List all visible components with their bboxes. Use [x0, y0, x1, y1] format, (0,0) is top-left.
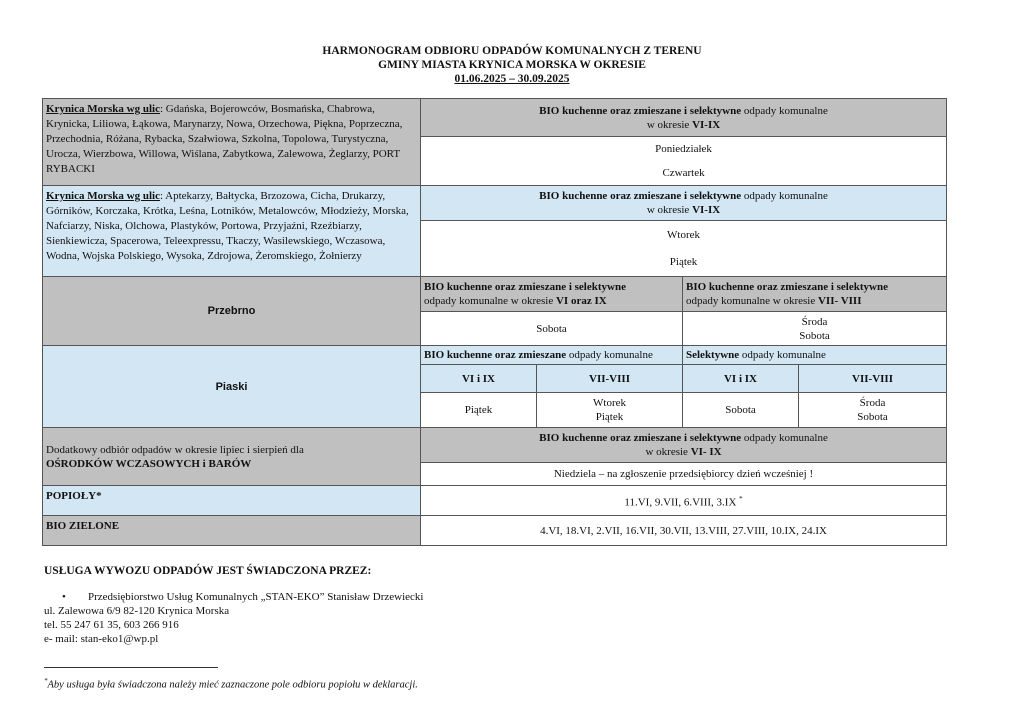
document-header — [0, 44, 1024, 86]
schedule-table — [42, 98, 947, 546]
day-cell: Czwartek — [421, 161, 947, 186]
company-line — [44, 590, 423, 604]
green-waste-label-cell: BIO ZIELONE — [43, 516, 421, 546]
area-label: Krynica Morska wg ulic — [46, 103, 160, 115]
green-waste-dates-cell: 4.VI, 18.VI, 2.VII, 16.VII, 30.VII, 13.VIII, 27.VIII, 10.IX, 24.IX — [421, 516, 947, 546]
day-cell: Poniedziałek — [421, 137, 947, 161]
contact-block — [44, 590, 423, 646]
day-cell: Środa Sobota — [683, 312, 947, 346]
streets-cell-krynica-2 — [43, 186, 421, 277]
footnote: *Aby usługa była świadczona należy mieć zaznaczone pole odbioru popiołu w deklaracji. — [44, 677, 418, 691]
day-cell: Sobota — [421, 312, 683, 346]
footnote-divider — [44, 667, 218, 668]
waste-type-cell: BIO kuchenne oraz zmieszane odpady komunalne — [421, 346, 683, 365]
streets-list: : Gdańska, Bojerowców, Bosmańska, Chabrowa, Krynicka, Liliowa, Łąkowa, Marynarzy, Nowa, Orzechowa, Piękna, Poprzeczna, Przechodnia, Różana, Rybacka, Szałwiowa, Szkolna, Topolowa, Turystyczna, Urocza, Wierzbowa, Willowa, Wiślana, Zabytkowa, Zalewowa, Żeglarzy, PORT RYBACKI — [46, 103, 403, 175]
waste-type-cell: Selektywne odpady komunalne — [683, 346, 947, 365]
ash-dates-cell: 11.VI, 9.VII, 6.VIII, 3.IX * — [421, 486, 947, 516]
table-row — [43, 277, 947, 312]
service-title: USŁUGA WYWOZU ODPADÓW JEST ŚWIADCZONA PRZEZ: — [44, 565, 372, 577]
day-cell: Środa Sobota — [799, 393, 947, 428]
period-header: VII-VIII — [799, 365, 947, 393]
company-name: Przedsiębiorstwo Usług Komunalnych „STAN-EKO” Stanisław Drzewiecki — [88, 591, 424, 603]
streets-list: : Aptekarzy, Bałtycka, Brzozowa, Cicha, Drukarzy, Górników, Korczaka, Krótka, Leśna, Lotników, Metalowców, Młodzieży, Morska, Nafciarzy, Niska, Olchowa, Plastyków, Portowa, Przyjaźni, Rzeźbiarzy, Sienkiewicza, Spacerowa, Teleexpressu, Tkaczy, Wasilewskiego, Wczasowa, Wodna, Wojska Polskiego, Wysoka, Zdrojowa, Żeromskiego, Żołnierzy — [46, 190, 409, 262]
ash-label-cell: POPIOŁY* — [43, 486, 421, 516]
day-cell: Sobota — [683, 393, 799, 428]
company-email: e- mail: stan-eko1@wp.pl — [44, 633, 159, 645]
day-cell: Piątek — [421, 393, 537, 428]
period-header: VI i IX — [683, 365, 799, 393]
table-row — [43, 486, 947, 516]
waste-type-cell: BIO kuchenne oraz zmieszane i selektywne odpady komunalne w okresie VI-IX — [421, 99, 947, 137]
table-row — [43, 346, 947, 365]
day-cell: Wtorek Piątek — [537, 393, 683, 428]
table-row — [43, 428, 947, 463]
header-dates: 01.06.2025 – 30.09.2025 — [454, 73, 570, 85]
header-line-2: GMINY MIASTA KRYNICA MORSKA W OKRESIE — [378, 59, 646, 71]
table-row — [43, 186, 947, 221]
streets-cell-krynica-1 — [43, 99, 421, 186]
table-row — [43, 516, 947, 546]
header-line-1: HARMONOGRAM ODBIORU ODPADÓW KOMUNALNYCH Z TERENU — [322, 45, 702, 57]
bullet-icon: • — [62, 591, 66, 603]
waste-type-cell: BIO kuchenne oraz zmieszane i selektywne odpady komunalne w okresie VI-IX — [421, 186, 947, 221]
area-cell-przebrno: Przebrno — [43, 277, 421, 346]
waste-type-cell: BIO kuchenne oraz zmieszane i selektywne odpady komunalne w okresie VI oraz IX — [421, 277, 683, 312]
waste-type-cell: BIO kuchenne oraz zmieszane i selektywne odpady komunalne w okresie VII- VIII — [683, 277, 947, 312]
day-cell: Piątek — [421, 249, 947, 277]
day-cell: Wtorek — [421, 221, 947, 249]
extra-note-cell: Niedziela – na zgłoszenie przedsiębiorcy dzień wcześniej ! — [421, 463, 947, 486]
company-address: ul. Zalewowa 6/9 82-120 Krynica Morska — [44, 605, 230, 617]
period-header: VII-VIII — [537, 365, 683, 393]
area-label: Krynica Morska wg ulic — [46, 190, 160, 202]
waste-type-cell: BIO kuchenne oraz zmieszane i selektywne odpady komunalne w okresie VI- IX — [421, 428, 947, 463]
table-row — [43, 99, 947, 137]
period-header: VI i IX — [421, 365, 537, 393]
extra-pickup-cell: Dodatkowy odbiór odpadów w okresie lipiec i sierpień dla OŚRODKÓW WCZASOWYCH i BARÓW — [43, 428, 421, 486]
company-phone: tel. 55 247 61 35, 603 266 916 — [44, 619, 179, 631]
area-cell-piaski: Piaski — [43, 346, 421, 428]
